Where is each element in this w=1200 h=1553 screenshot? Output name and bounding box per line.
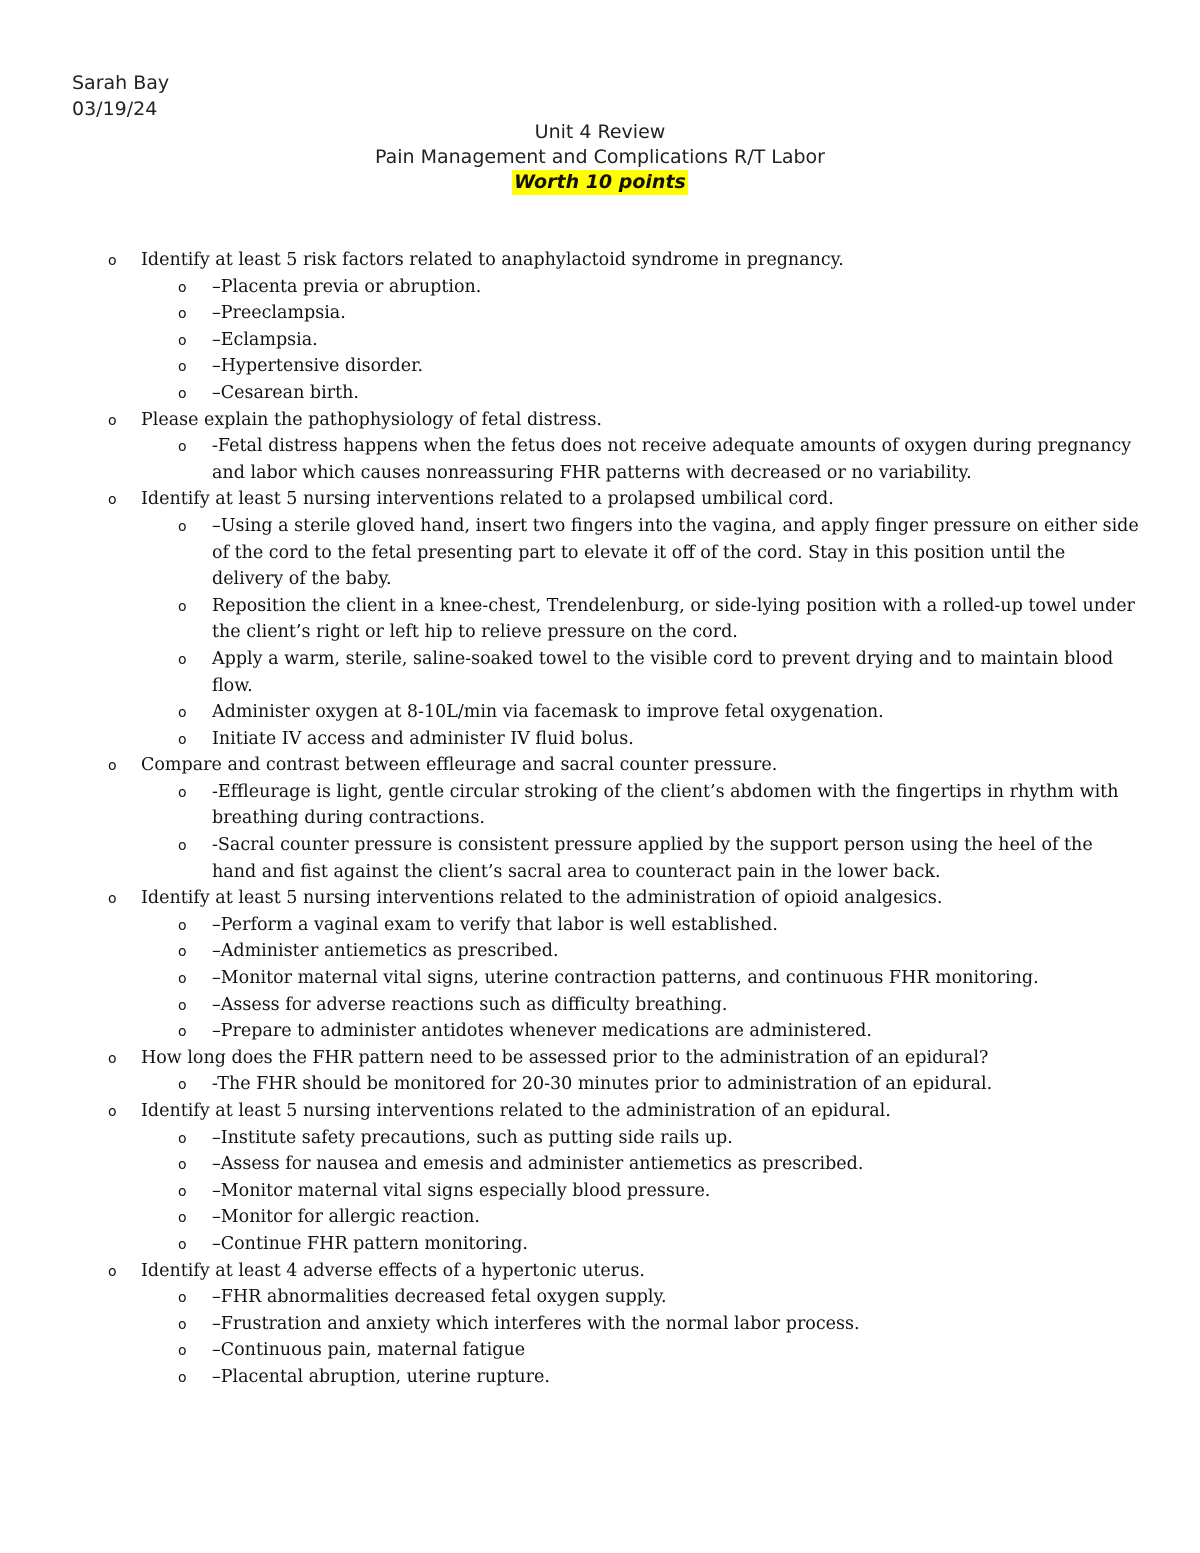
bullet-icon: o [178, 971, 187, 988]
answer-text: –Institute safety precautions, such as putting side rails up. [212, 1127, 733, 1148]
answer-text: –Continue FHR pattern monitoring. [212, 1233, 528, 1254]
bullet-icon: o [178, 651, 187, 668]
question-item [0, 1098, 1200, 1125]
bullet-icon: o [178, 1290, 187, 1307]
question-text: Identify at least 5 nursing interventions related to the administration of an epidural. [141, 1101, 891, 1121]
answer-text: Apply a warm, sterile, saline-soaked towel to the visible cord to prevent drying and to maintain blood flow. [212, 648, 1114, 696]
question-text: How long does the FHR pattern need to be assessed prior to the administration of an epidural? [141, 1047, 989, 1068]
question-item [0, 407, 1200, 434]
answer-text: –Monitor maternal vital signs, uterine contraction patterns, and continuous FHR monitoring. [212, 968, 1039, 989]
bullet-icon: o [178, 518, 187, 535]
answer-text: –Continuous pain, maternal fatigue [212, 1340, 526, 1361]
question-text: Compare and contrast between effleurage and sacral counter pressure. [141, 755, 778, 776]
answer-item [0, 513, 1200, 593]
question-text: Identify at least 5 nursing interventions related to the administration of opioid analgesics. [141, 888, 943, 909]
answer-item [0, 300, 1200, 327]
answer-text: –Placental abruption, uterine rupture. [212, 1366, 550, 1387]
answer-item [0, 1018, 1200, 1045]
answer-item [0, 1364, 1200, 1391]
answer-item [0, 274, 1200, 301]
answer-text: -Fetal distress happens when the fetus does not receive adequate amounts of oxygen during pregnancy and labor which causes nonreassuring FHR patterns with decreased or no variability. [212, 436, 1132, 483]
answer-text: –Placenta previa or abruption. [212, 276, 482, 297]
answer-item [0, 832, 1200, 885]
document-title-block [0, 120, 1200, 195]
answer-item [0, 699, 1200, 726]
question-item [0, 1258, 1200, 1285]
bullet-icon: o [178, 838, 187, 855]
question-text: Identify at least 5 nursing interventions related to a prolapsed umbilical cord. [141, 489, 834, 510]
bullet-icon: o [178, 1077, 187, 1094]
answer-text: Administer oxygen at 8-10L/min via facemask to improve fetal oxygenation. [212, 702, 884, 723]
bullet-icon: o [108, 1263, 117, 1280]
answer-text: Reposition the client in a knee-chest, Trendelenburg, or side-lying position with a rolled-up towel under the client’s right or left hip to relieve pressure on the cord. [212, 595, 1135, 643]
document-title: Unit 4 Review [534, 121, 666, 143]
question-text: Please explain the pathophysiology of fetal distress. [141, 409, 602, 430]
document-subtitle: Pain Management and Complications R/T Labor [374, 146, 825, 168]
bullet-icon: o [178, 784, 187, 801]
points-highlight: Worth 10 points [514, 171, 686, 193]
answer-item [0, 912, 1200, 939]
answer-item [0, 1125, 1200, 1152]
answer-item [0, 938, 1200, 965]
bullet-icon: o [178, 439, 187, 456]
answer-text: –Eclampsia. [212, 329, 318, 350]
answer-text: –Hypertensive disorder. [212, 356, 424, 377]
answer-text: –Preeclampsia. [212, 303, 346, 324]
answer-item [0, 1231, 1200, 1258]
bullet-icon: o [178, 306, 187, 323]
bullet-icon: o [178, 1316, 187, 1333]
answer-text: –Prepare to administer antidotes whenever medications are administered. [212, 1021, 872, 1042]
bullet-icon: o [178, 1157, 187, 1174]
answer-text: –FHR abnormalities decreased fetal oxygen supply. [212, 1287, 667, 1308]
answer-text: -The FHR should be monitored for 20-30 minutes prior to administration of an epidural. [212, 1074, 993, 1095]
answer-text: -Effleurage is light, gentle circular stroking of the client’s abdomen with the fingertips in rhythm with breathing during contractions. [212, 781, 1119, 829]
answer-item [0, 1284, 1200, 1311]
answer-item [0, 433, 1200, 486]
bullet-icon: o [178, 1343, 187, 1360]
answer-item [0, 1337, 1200, 1364]
answer-item [0, 726, 1200, 753]
question-item [0, 1045, 1200, 1072]
bullet-icon: o [178, 997, 187, 1014]
bullet-icon: o [178, 705, 187, 722]
answer-item [0, 1178, 1200, 1205]
answer-item [0, 646, 1200, 699]
answer-item [0, 327, 1200, 354]
question-list [0, 247, 1200, 1391]
answer-item [0, 779, 1200, 832]
bullet-icon: o [108, 891, 117, 908]
answer-item [0, 1311, 1200, 1338]
bullet-icon: o [178, 917, 187, 934]
answer-item [0, 992, 1200, 1019]
bullet-icon: o [178, 1130, 187, 1147]
answer-item [0, 1151, 1200, 1178]
student-name: Sarah Bay [72, 72, 170, 94]
answer-text: -Sacral counter pressure is consistent pressure applied by the support person using the heel of the hand and fist against the client’s sacral area to counteract pain in the lower back. [212, 835, 1093, 882]
answer-text: –Monitor for allergic reaction. [212, 1207, 480, 1228]
answer-text: –Using a sterile gloved hand, insert two fingers into the vagina, and apply finger pressure on either side of the cord to the fetal presenting part to elevate it off of the cord. Stay in this position until the delivery of the baby. [212, 515, 1139, 590]
answer-text: –Frustration and anxiety which interferes with the normal labor process. [212, 1313, 860, 1334]
question-text: Identify at least 5 risk factors related to anaphylactoid syndrome in pregnancy. [141, 250, 844, 270]
question-item [0, 486, 1200, 513]
answer-item [0, 380, 1200, 407]
bullet-icon: o [178, 1183, 187, 1200]
submission-date: 03/19/24 [72, 98, 158, 120]
question-item [0, 885, 1200, 912]
answer-text: –Assess for adverse reactions such as difficulty breathing. [212, 994, 728, 1015]
bullet-icon: o [108, 492, 117, 509]
bullet-icon: o [108, 758, 117, 775]
bullet-icon: o [178, 279, 187, 296]
question-text: Identify at least 4 adverse effects of a hypertonic uterus. [141, 1260, 645, 1281]
answer-item [0, 353, 1200, 380]
bullet-icon: o [108, 1104, 117, 1120]
bullet-icon: o [178, 1210, 187, 1227]
bullet-icon: o [178, 598, 187, 615]
bullet-icon: o [108, 412, 117, 429]
bullet-icon: o [178, 1369, 187, 1386]
answer-text: –Cesarean birth. [212, 382, 359, 403]
answer-text: –Monitor maternal vital signs especially blood pressure. [212, 1180, 711, 1201]
answer-text: –Administer antiemetics as prescribed. [212, 941, 559, 962]
answer-text: Initiate IV access and administer IV fluid bolus. [212, 728, 634, 749]
answer-item [0, 593, 1200, 646]
answer-item [0, 1071, 1200, 1098]
bullet-icon: o [178, 731, 187, 748]
answer-text: –Perform a vaginal exam to verify that labor is well established. [212, 914, 778, 935]
bullet-icon: o [178, 332, 187, 349]
answer-item [0, 1204, 1200, 1231]
bullet-icon: o [178, 1024, 187, 1041]
student-header [72, 70, 169, 122]
answer-text: –Assess for nausea and emesis and administer antiemetics as prescribed. [212, 1154, 864, 1175]
bullet-icon: o [178, 944, 187, 961]
bullet-icon: o [178, 1236, 187, 1253]
bullet-icon: o [108, 1050, 117, 1067]
question-item [0, 752, 1200, 779]
bullet-icon: o [178, 385, 187, 402]
question-item [0, 247, 1200, 274]
answer-item [0, 965, 1200, 992]
bullet-icon: o [108, 253, 117, 269]
bullet-icon: o [178, 359, 187, 376]
